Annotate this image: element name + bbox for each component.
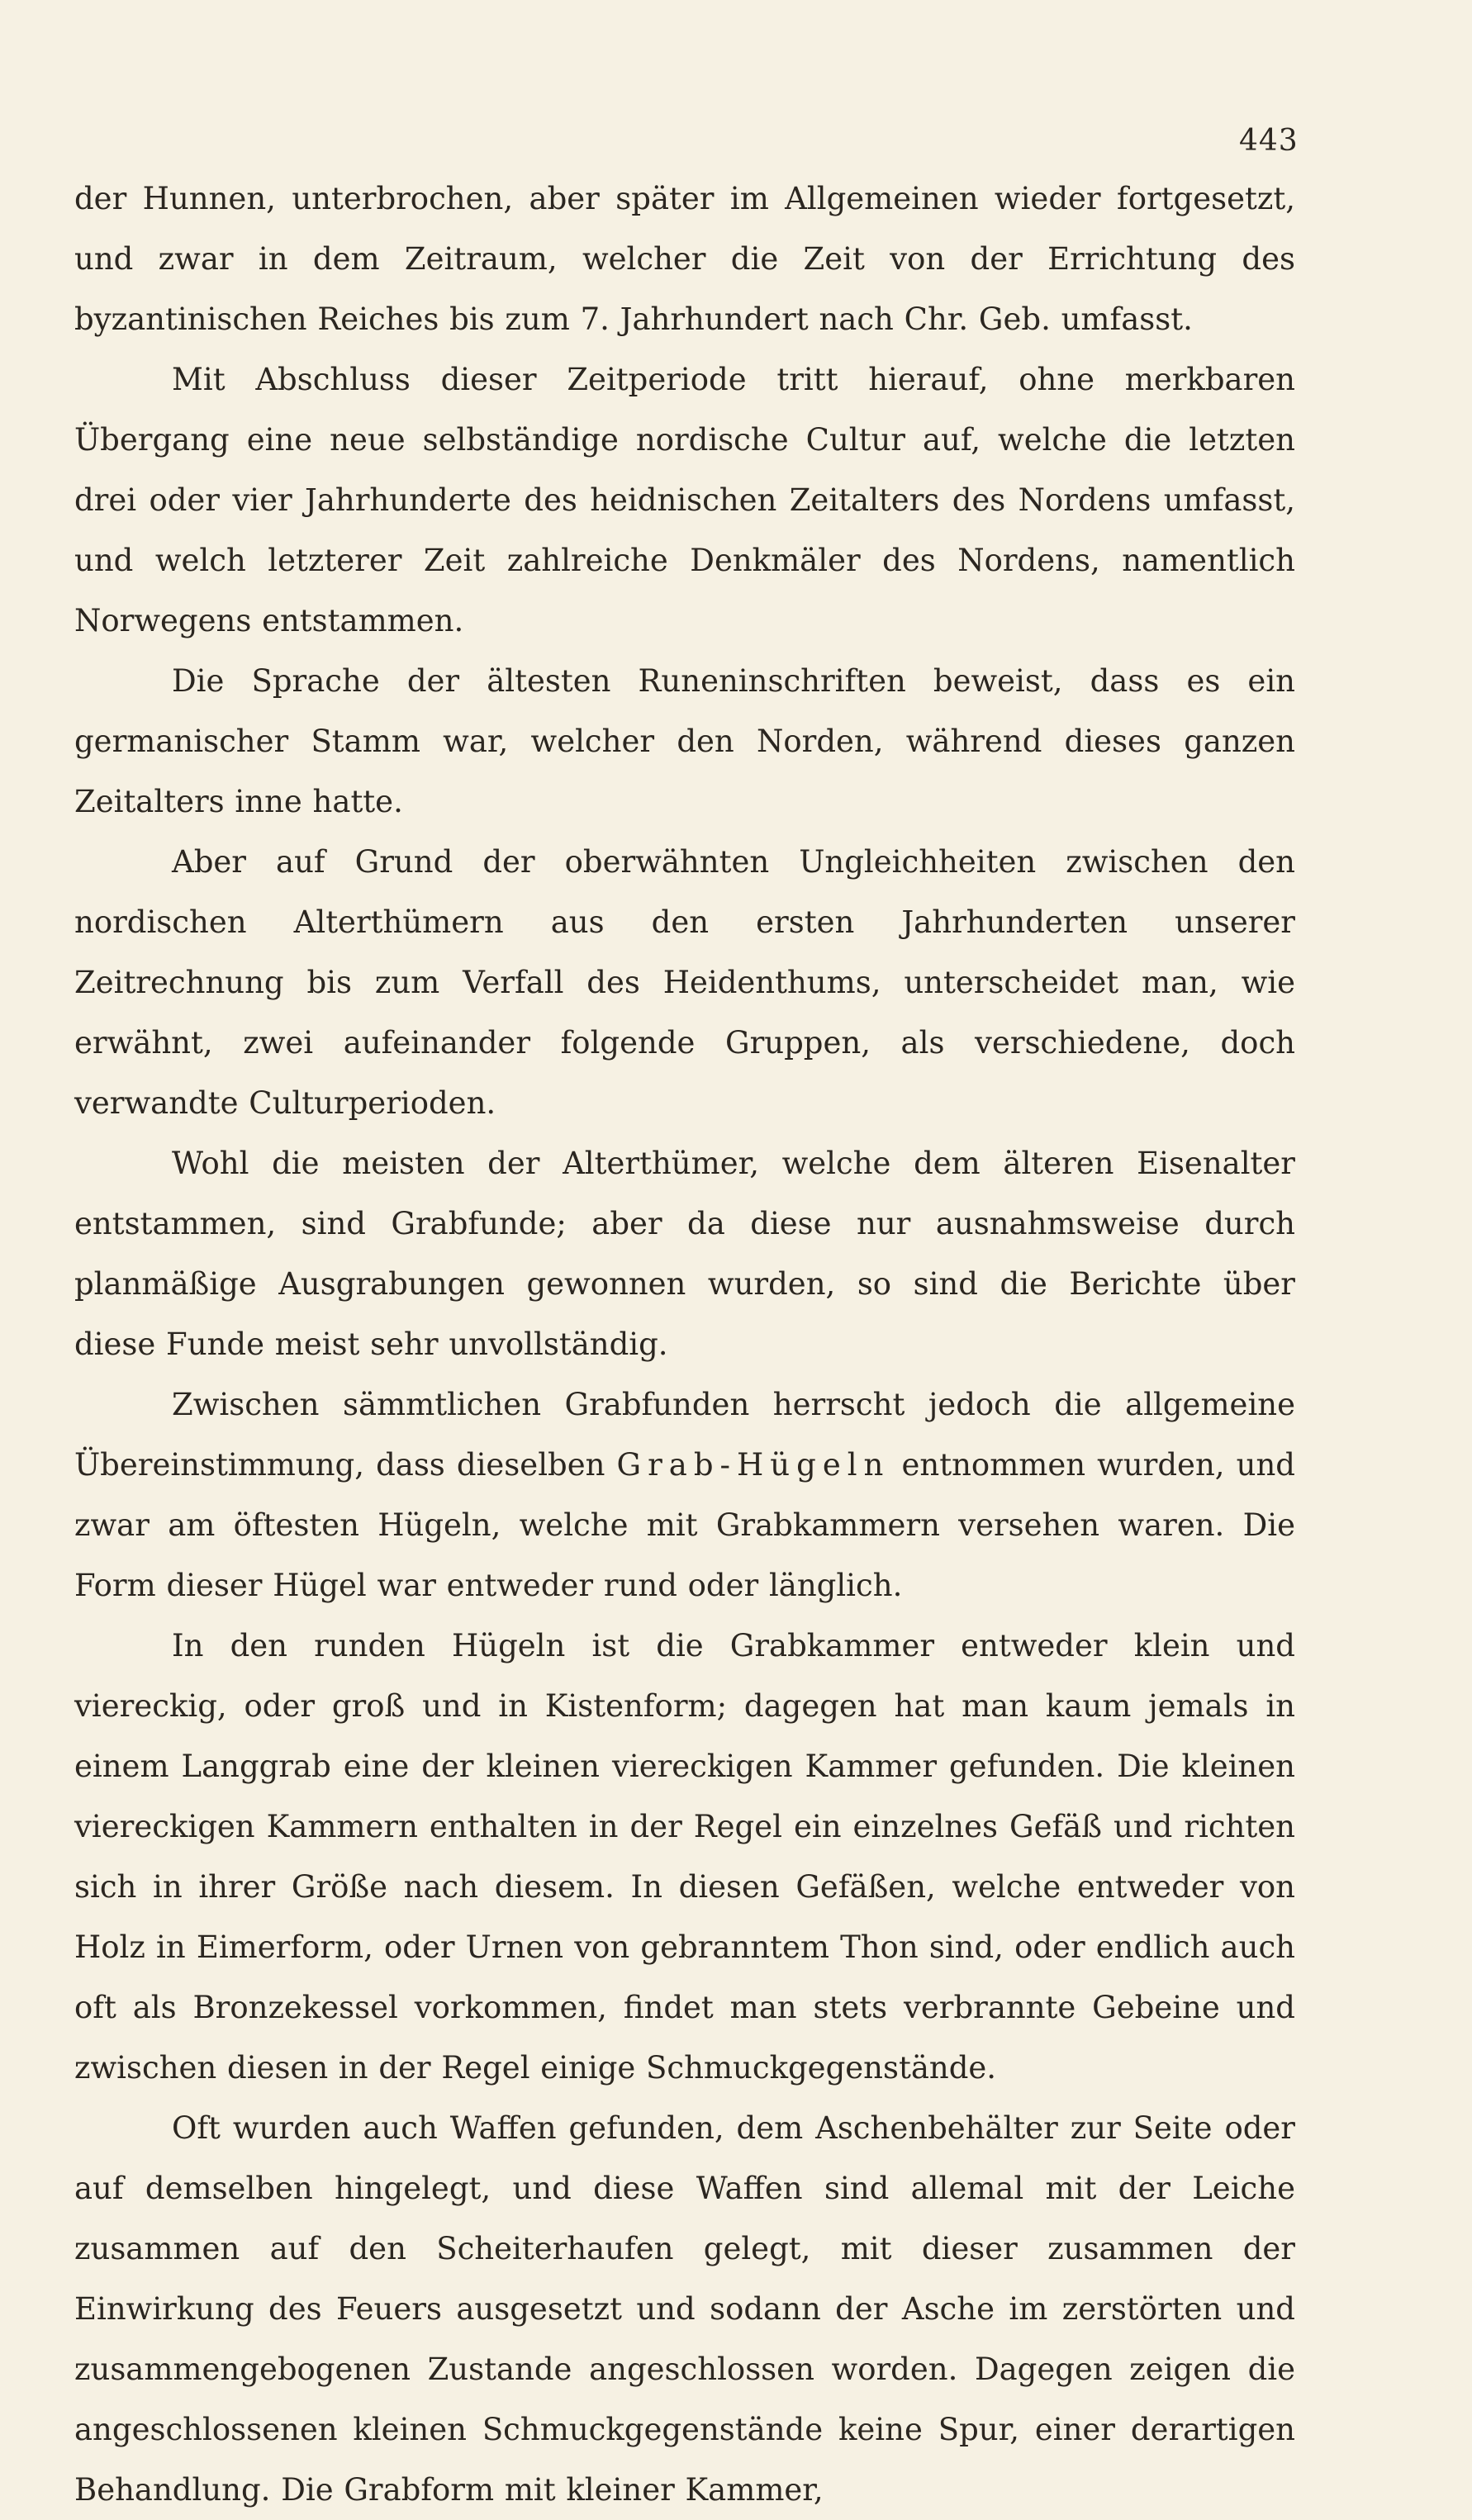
paragraph-1: der Hunnen, unterbrochen, aber später im Allgemeinen wieder fortgesetzt, und zwar in dem Zeitraum, welcher die Zeit von der Errichtung des byzantinischen Reiches bis zum 7. Jahrhundert nach Chr. Geb. umfasst. <box>74 181 1295 337</box>
page-number: 443 <box>1239 124 1299 158</box>
paragraph-5: Wohl die meisten der Alterthümer, welche dem älteren Eisenalter entstammen, sind Grabfunde; aber da diese nur ausnahmsweise durch planmäßige Ausgrabungen gewonnen wurden, so sind die Berichte über diese Funde meist sehr unvollständig. <box>74 1146 1295 1362</box>
paragraph-8: Oft wurden auch Waffen gefunden, dem Aschenbehälter zur Seite oder auf demselben hingelegt, und diese Waffen sind allemal mit der Leiche zusammen auf den Scheiterhaufen gelegt, mit dieser zusammen der Einwirkung des Feuers ausgesetzt und sodann der Asche im zerstörten und zusammengebogenen Zustande angeschlossen worden. Dagegen zeigen die angeschlossenen kleinen Schmuckgegenstände keine Spur, einer derartigen Behandlung. Die Grabform mit kleiner Kammer, <box>74 2110 1295 2508</box>
paragraph-4: Aber auf Grund der oberwähnten Ungleichheiten zwischen den nordischen Alterthümern aus den ersten Jahrhunderten unserer Zeitrechnung bis zum Verfall des Heidenthums, unterscheidet man, wie erwähnt, zwei aufeinander folgende Gruppen, als verschiedene, doch verwandte Culturperioden. <box>74 844 1295 1121</box>
paragraph-6 <box>74 1374 1295 1616</box>
paragraph-6-text-after: entnommen wurden, und zwar am öftesten Hügeln, welche mit Grabkammern versehen waren. Die Form dieser Hügel war entweder rund oder länglich. <box>74 1447 1295 1603</box>
paragraph-3: Die Sprache der ältesten Runeninschriften beweist, dass es ein germanischer Stamm war, welcher den Norden, während dieses ganzen Zeitalters inne hatte. <box>74 663 1295 819</box>
paragraph-6-text-before: Zwischen sämmtlichen Grabfunden herrscht jedoch die allgemeine Übereinstimmung, dass dieselben <box>74 1387 1295 1483</box>
paragraph-2: Mit Abschluss dieser Zeitperiode tritt hierauf, ohne merkbaren Übergang eine neue selbständige nordische Cultur auf, welche die letzten drei oder vier Jahrhunderte des heidnischen Zeitalters des Nordens umfasst, und welch letzterer Zeit zahlreiche Denkmäler des Nordens, namentlich Norwegens entstammen. <box>74 362 1295 638</box>
emphasized-term: Grab-Hügeln <box>616 1447 890 1483</box>
paragraph-7: In den runden Hügeln ist die Grabkammer entweder klein und viereckig, oder groß und in Kistenform; dagegen hat man kaum jemals in einem Langgrab eine der kleinen viereckigen Kammer gefunden. Die kleinen viereckigen Kammern enthalten in der Regel ein einzelnes Gefäß und richten sich in ihrer Größe nach diesem. In diesen Gefäßen, welche entweder von Holz in Eimerform, oder Urnen von gebranntem Thon sind, oder endlich auch oft als Bronzekessel vorkommen, findet man stets verbrannte Gebeine und zwischen diesen in der Regel einige Schmuckgegenstände. <box>74 1628 1295 2086</box>
body-text <box>74 168 1295 2520</box>
